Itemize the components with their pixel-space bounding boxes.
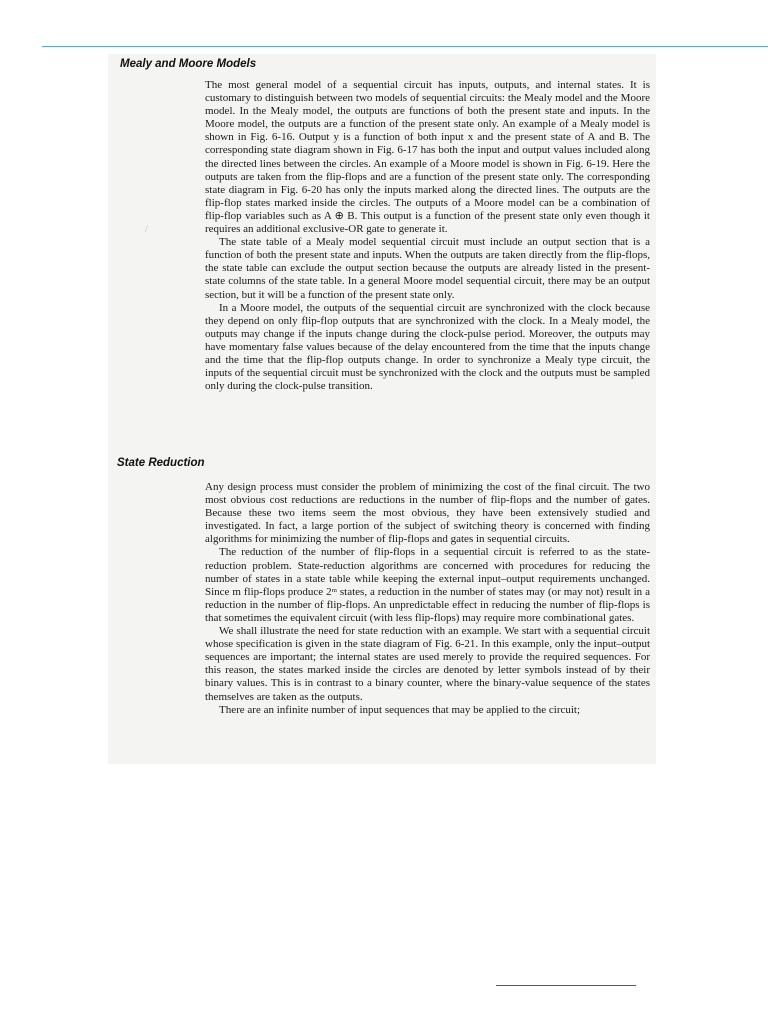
paragraph: The most general model of a sequential circuit has inputs, outputs, and internal states. It is customary to distinguish between two models of sequential circuits: the Mealy model and the Moore model. In the Mealy model, the outputs are functions of both the present state and inputs. In the Moore model, the outputs are a function of the present state only. An example of a Mealy model is shown in Fig. 6-16. Output y is a function of both input x and the present state of A and B. The corresponding state diagram shown in Fig. 6-17 has both the input and output values included along the directed lines between the circles. An example of a Moore model is shown in Fig. 6-19. Here the outputs are taken from the flip-flops and are a function of the present state only. The corresponding state diagram in Fig. 6-20 has only the inputs marked along the directed lines. The outputs are the flip-flop states marked inside the circles. The outputs of a Moore model can be a combination of flip-flop variables such as A ⊕ B. This output is a function of the present state only even though it requires an additional exclusive-OR gate to generate it.	[205, 79, 650, 236]
paragraph: We shall illustrate the need for state reduction with an example. We start with a sequential circuit whose specification is given in the state diagram of Fig. 6-21. In this example, only the input–output sequences are important; the internal states are used merely to provide the required sequences. For this reason, the states marked inside the circles are denoted by letter symbols instead of by their binary values. This is in contrast to a binary counter, where the binary-value sequence of the states themselves are taken as the outputs.	[205, 625, 650, 703]
section-body-mealy-moore	[205, 79, 650, 393]
paragraph: The state table of a Mealy model sequential circuit must include an output section that is a function of both the present state and inputs. When the outputs are taken directly from the flip-flops, the state table can exclude the output section because the outputs are already listed in the present-state columns of the state table. In a general Moore model sequential circuit, there may be an output section, but it will be a function of the present state only.	[205, 236, 650, 301]
paragraph: In a Moore model, the outputs of the sequential circuit are synchronized with the clock because they depend on only flip-flop outputs that are synchronized with the clock. In a Mealy model, the outputs may change if the inputs change during the clock-pulse period. Moreover, the outputs may have momentary false values because of the delay encountered from the time that the inputs change and the time that the flip-flop outputs change. In order to synchronize a Mealy type circuit, the inputs of the sequential circuit must be synchronized with the clock and the outputs must be sampled only during the clock-pulse transition.	[205, 301, 650, 393]
section-body-state-reduction	[205, 481, 650, 717]
scan-mark: /	[145, 224, 148, 235]
paragraph: Any design process must consider the problem of minimizing the cost of the final circuit. The two most obvious cost reductions are reductions in the number of flip-flops and the number of gates. Because these two items seem the most obvious, they have been extensively studied and investigated. In fact, a large portion of the subject of switching theory is concerned with finding algorithms for minimizing the number of flip-flops and gates in sequential circuits.	[205, 481, 650, 546]
section-heading-state-reduction: State Reduction	[117, 457, 205, 469]
section-heading-mealy-moore: Mealy and Moore Models	[120, 58, 257, 70]
footer-link-underline[interactable]	[496, 985, 636, 986]
top-rule	[42, 46, 768, 47]
paragraph: There are an infinite number of input sequences that may be applied to the circuit;	[219, 703, 581, 716]
paragraph: The reduction of the number of flip-flops in a sequential circuit is referred to as the state-reduction problem. State-reduction algorithms are concerned with procedures for reducing the number of states in a state table while keeping the external input–output requirements unchanged. Since m flip-flops produce 2ᵐ states, a reduction in the number of states may (or may not) result in a reduction in the number of flip-flops. An unpredictable effect in reducing the number of flip-flops is that sometimes the equivalent circuit (with less flip-flops) may require more combinational gates.	[205, 546, 650, 624]
